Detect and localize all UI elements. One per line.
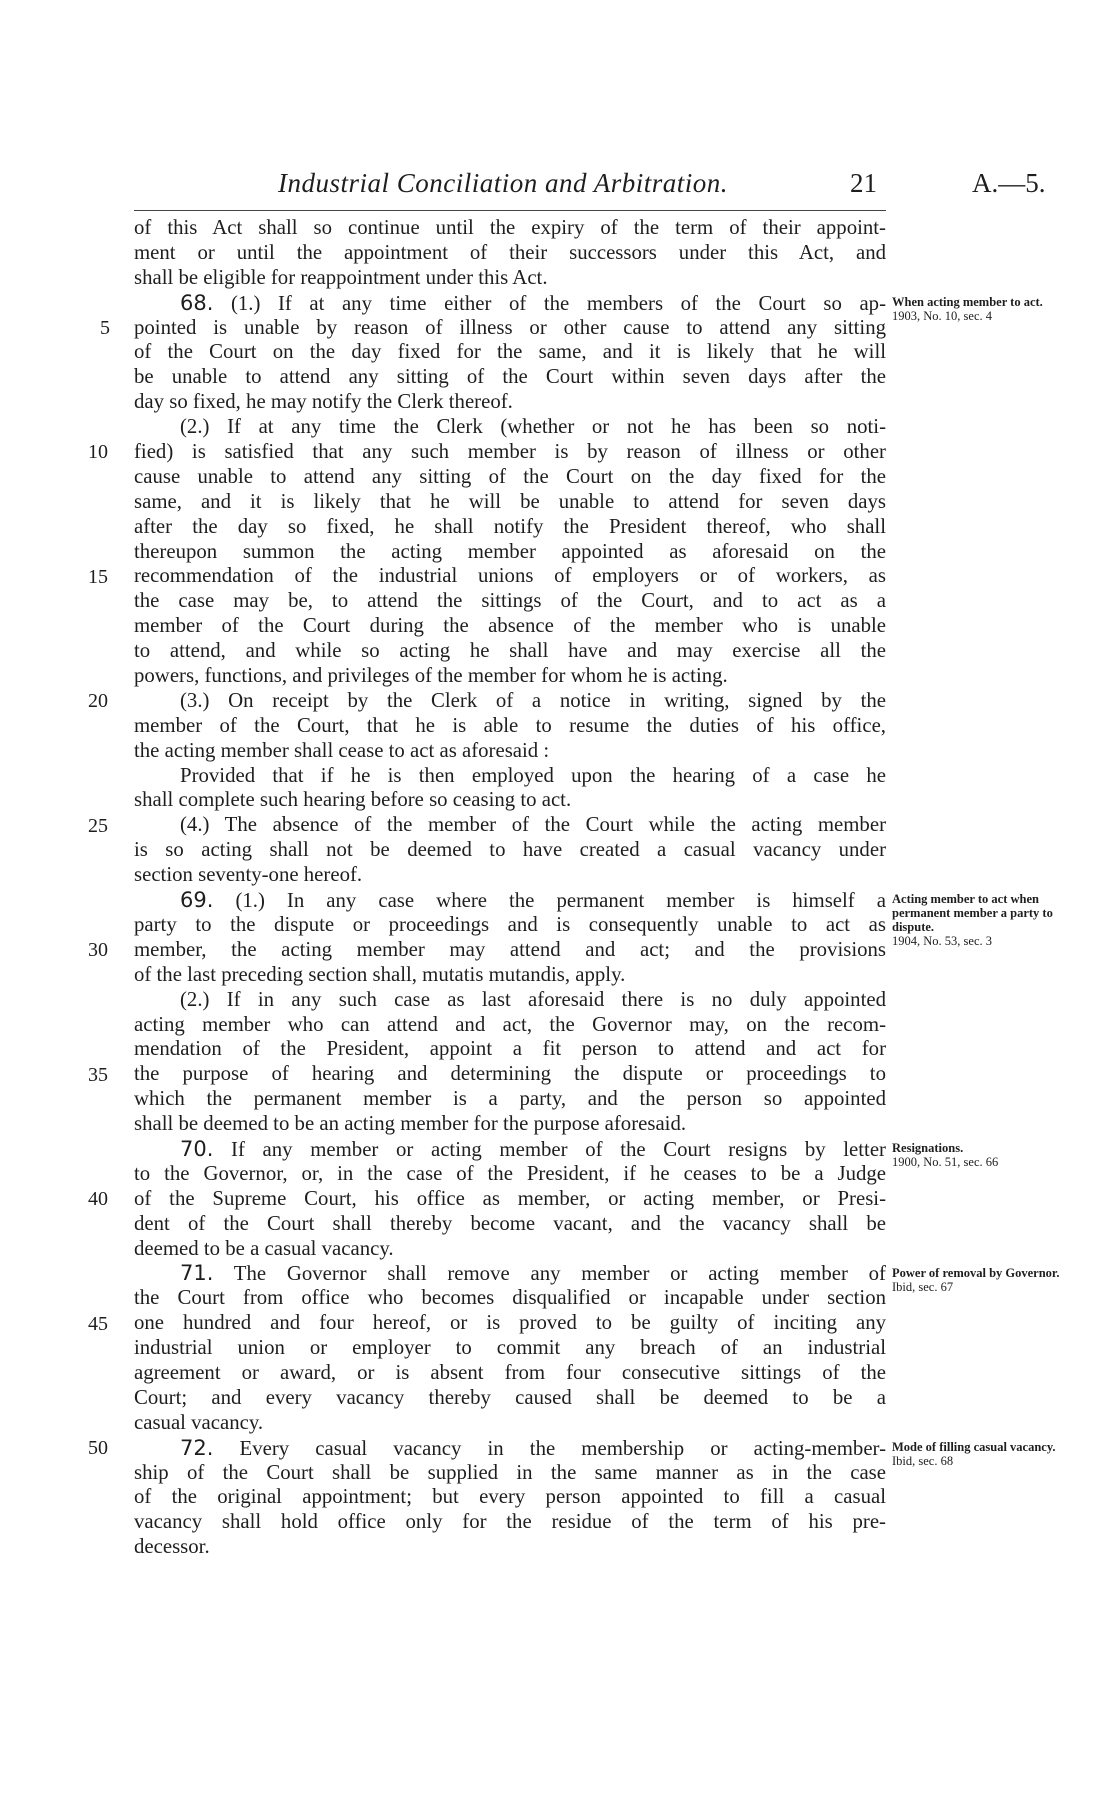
text-line (134, 1436, 886, 1461)
text-line-content: of this Act shall so continue until the expiry of the term of their appoint- (134, 216, 886, 239)
text-line (134, 1361, 886, 1386)
text-line (134, 1037, 886, 1062)
text-line (134, 838, 886, 863)
text-line (134, 291, 886, 316)
text-line (134, 1386, 886, 1411)
text-line (134, 490, 886, 515)
margin-note (892, 892, 1072, 948)
text-line (134, 1212, 886, 1237)
page-number: 21 (850, 168, 877, 198)
text-line-content: after the day so fixed, he shall notify the President thereof, who shall (134, 514, 886, 538)
text-line (134, 1087, 886, 1112)
text-line-content: is so acting shall not be deemed to have created a casual vacancy under (134, 838, 886, 862)
margin-note-citation: Ibid, sec. 67 (892, 1279, 954, 1294)
margin-note-citation: 1904, No. 53, sec. 3 (892, 934, 992, 949)
text-line-content: member of the Court during the absence of the member who is unable (134, 614, 886, 638)
line-number: 20 (88, 690, 108, 713)
text-line (134, 540, 886, 565)
text-line (134, 739, 886, 764)
statute-body (134, 216, 886, 1560)
text-line (134, 1461, 886, 1486)
line-number: 40 (88, 1188, 108, 1211)
text-line (134, 988, 886, 1013)
margin-note (892, 1440, 1072, 1468)
text-line-content: recommendation of the industrial unions of employers or of workers, as (134, 564, 886, 588)
text-line-content: powers, functions, and privileges of the member for whom he is acting. (134, 664, 728, 688)
text-line-content: of the last preceding section shall, mutatis mutandis, apply. (134, 962, 626, 986)
text-line-content: the acting member shall cease to act as aforesaid : (134, 738, 550, 762)
text-line (134, 515, 886, 540)
text-line-content: thereupon summon the acting member appointed as aforesaid on the (134, 539, 886, 563)
margin-note (892, 1141, 1072, 1169)
line-number: 30 (88, 939, 108, 962)
text-line (134, 764, 886, 789)
text-line (134, 440, 886, 465)
text-line-content: pointed is unable by reason of illness or other cause to attend any sitting (134, 315, 886, 339)
text-line (134, 913, 886, 938)
line-number: 25 (88, 814, 108, 837)
text-line-content: Court; and every vacancy thereby caused shall be deemed to be a (134, 1385, 886, 1409)
text-line (134, 564, 886, 589)
text-line-content: same, and it is likely that he will be unable to attend for seven days (134, 489, 886, 513)
document-reference: A.—5. (972, 168, 1046, 198)
margin-note-citation: 1903, No. 10, sec. 4 (892, 308, 992, 323)
text-line-content: The Governor shall remove any member or acting member of (213, 1262, 886, 1286)
text-line (134, 266, 886, 291)
text-line-content: (3.) On receipt by the Clerk of a notice in writing, signed by the (180, 688, 886, 712)
text-line-content: (2.) If at any time the Clerk (whether or not he has been so noti- (180, 415, 886, 439)
text-line-content: acting member who can attend and act, the Governor may, on the recom- (134, 1012, 886, 1036)
line-number: 15 (88, 565, 108, 588)
text-line-content: the purpose of hearing and determining the dispute or proceedings to (134, 1062, 886, 1086)
text-line-content: fied) is satisfied that any such member is by reason of illness or other (134, 440, 886, 464)
text-line (134, 639, 886, 664)
text-line (134, 589, 886, 614)
text-line-content: ment or until the appointment of their successors under this Act, and (134, 240, 886, 264)
text-line-content: of the Supreme Court, his office as member, or acting member, or Presi- (134, 1186, 886, 1210)
margin-note-citation: 1900, No. 51, sec. 66 (892, 1155, 999, 1170)
text-line (134, 1336, 886, 1361)
text-line-content: Every casual vacancy in the membership or acting-member- (213, 1436, 886, 1460)
text-line (134, 714, 886, 739)
header-rule (134, 210, 886, 211)
text-line-content: casual vacancy. (134, 1410, 264, 1434)
text-line-content: to attend, and while so acting he shall have and may exercise all the (134, 639, 886, 663)
text-line (134, 241, 886, 266)
text-line-content: of the original appointment; but every person appointed to fill a casual (134, 1485, 886, 1509)
line-number: 35 (88, 1063, 108, 1086)
text-line (134, 863, 886, 888)
section-number: 71. (180, 1261, 214, 1286)
text-line-content: day so fixed, he may notify the Clerk thereof. (134, 390, 513, 414)
text-line-content: (1.) In any case where the permanent member is himself a (213, 889, 886, 913)
text-line (134, 664, 886, 689)
text-line-content: the Court from office who becomes disqualified or incapable under section (134, 1286, 886, 1310)
text-line (134, 340, 886, 365)
text-line (134, 1013, 886, 1038)
text-line-content: mendation of the President, appoint a fit person to attend and act for (134, 1037, 886, 1061)
section-number: 69. (180, 888, 214, 913)
text-line-content: be unable to attend any sitting of the Court within seven days after the (134, 365, 886, 389)
text-line-content: to the Governor, or, in the case of the President, if he ceases to be a Judge (134, 1161, 886, 1185)
section-number: 70. (180, 1136, 214, 1161)
text-line (134, 1137, 886, 1162)
text-line-content: cause unable to attend any sitting of the Court on the day fixed for the (134, 464, 886, 488)
text-line (134, 1237, 886, 1262)
text-line (134, 788, 886, 813)
text-line-content: decessor. (134, 1535, 210, 1559)
running-title: Industrial Conciliation and Arbitration. (278, 168, 729, 198)
section-number: 68. (180, 290, 214, 315)
text-line-content: vacancy shall hold office only for the residue of the term of his pre- (134, 1510, 886, 1534)
text-line-content: which the permanent member is a party, and the person so appointed (134, 1087, 886, 1111)
text-line (134, 365, 886, 390)
margin-note (892, 295, 1072, 323)
text-line-content: party to the dispute or proceedings and is consequently unable to act as (134, 912, 886, 936)
text-line (134, 1187, 886, 1212)
text-line (134, 614, 886, 639)
margin-note-title: Mode of filling casual vacancy. (892, 1440, 1056, 1455)
text-line (134, 1510, 886, 1535)
text-line (134, 888, 886, 913)
text-line (134, 316, 886, 341)
text-line (134, 689, 886, 714)
text-line (134, 390, 886, 415)
text-line-content: one hundred and four hereof, or is proved to be guilty of inciting any (134, 1311, 886, 1335)
text-line-content: shall complete such hearing before so ceasing to act. (134, 788, 572, 812)
margin-note-title: Power of removal by Governor. (892, 1265, 1060, 1280)
text-line-content: Provided that if he is then employed upon the hearing of a case he (180, 763, 886, 787)
text-line-content: ship of the Court shall be supplied in the same manner as in the case (134, 1460, 886, 1484)
text-line-content: (1.) If at any time either of the members of the Court so ap- (213, 291, 886, 315)
margin-note-title: Resignations. (892, 1141, 964, 1156)
text-line-content: member of the Court, that he is able to resume the duties of his office, (134, 713, 886, 737)
text-line-content: shall be eligible for reappointment under this Act. (134, 265, 548, 289)
margin-note (892, 1266, 1072, 1294)
text-line-content: the case may be, to attend the sittings of the Court, and to act as a (134, 589, 886, 613)
text-line-content: section seventy-one hereof. (134, 863, 363, 887)
line-number: 45 (88, 1312, 108, 1335)
text-line (134, 216, 886, 241)
text-line (134, 1485, 886, 1510)
text-line (134, 1261, 886, 1286)
text-line (134, 963, 886, 988)
text-line (134, 1411, 886, 1436)
text-line-content: (2.) If in any such case as last aforesaid there is no duly appointed (180, 987, 886, 1011)
line-number: 10 (88, 441, 108, 464)
text-line (134, 938, 886, 963)
line-number: 50 (88, 1437, 108, 1460)
text-line (134, 415, 886, 440)
text-line (134, 1535, 886, 1560)
text-line (134, 1311, 886, 1336)
text-line-content: If any member or acting member of the Court resigns by letter (213, 1137, 886, 1161)
text-line-content: agreement or award, or is absent from four consecutive sittings of the (134, 1360, 886, 1384)
text-line-content: of the Court on the day fixed for the same, and it is likely that he will (134, 340, 886, 364)
line-number: 5 (100, 316, 110, 339)
text-line (134, 1112, 886, 1137)
margin-note-title: Acting member to act when permanent member a party to dispute. (892, 892, 1053, 935)
text-line (134, 1286, 886, 1311)
section-number: 72. (180, 1435, 214, 1460)
text-line-content: shall be deemed to be an acting member for the purpose aforesaid. (134, 1112, 687, 1136)
text-line (134, 1162, 886, 1187)
text-line-content: (4.) The absence of the member of the Court while the acting member (180, 813, 886, 837)
text-line (134, 465, 886, 490)
text-line (134, 813, 886, 838)
text-line-content: dent of the Court shall thereby become vacant, and the vacancy shall be (134, 1211, 886, 1235)
text-line-content: member, the acting member may attend and act; and the provisions (134, 937, 886, 961)
text-line-content: deemed to be a casual vacancy. (134, 1236, 394, 1260)
text-line (134, 1062, 886, 1087)
margin-note-citation: Ibid, sec. 68 (892, 1454, 954, 1469)
page-header (130, 168, 1082, 204)
margin-note-title: When acting member to act. (892, 294, 1043, 309)
text-line-content: industrial union or employer to commit any breach of an industrial (134, 1336, 886, 1360)
